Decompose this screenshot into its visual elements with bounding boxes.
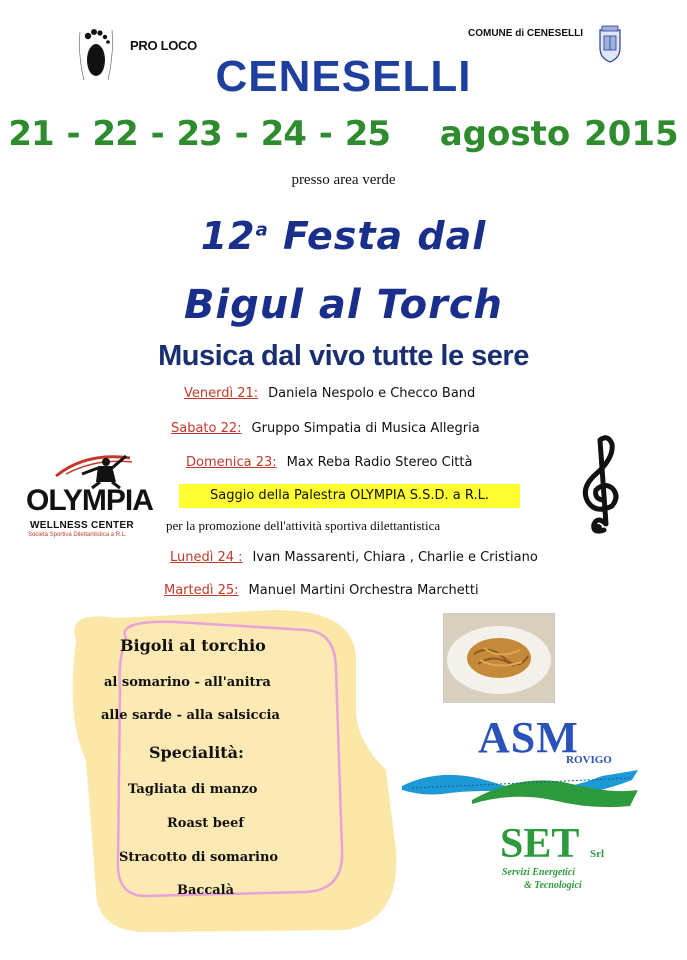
- schedule-day: Domenica 23:: [186, 455, 277, 470]
- schedule-row: [186, 455, 472, 470]
- schedule-row: [171, 421, 480, 436]
- asm-subtitle: ROVIGO: [566, 754, 612, 766]
- promo-text: per la promozione dell'attività sportiva dilettantistica: [166, 518, 441, 533]
- specialties-heading: Specialità:: [149, 743, 244, 762]
- festa-number: 12: [200, 214, 256, 258]
- treble-clef-icon: [574, 430, 630, 540]
- festa-title-line1: [0, 214, 687, 258]
- asm-logo-text: ASM: [478, 713, 579, 762]
- olympia-logo-text: OLYMPIA: [26, 484, 153, 517]
- month-year: agosto 2015: [439, 114, 679, 154]
- event-dates: [0, 114, 687, 154]
- festa-ordinal: a: [255, 219, 269, 241]
- menu-item: Baccalà: [177, 883, 235, 898]
- olympia-legal: Società Sportiva Dilettantistica a R.L.: [28, 532, 127, 538]
- schedule-row: [164, 583, 479, 598]
- menu-heading: Bigoli al torchio: [120, 636, 266, 655]
- schedule-act: Daniela Nespolo e Checco Band: [268, 386, 476, 401]
- schedule-act: Ivan Massarenti, Chiara , Charlie e Cristiano: [252, 550, 538, 565]
- schedule-day: Lunedì 24 :: [170, 550, 243, 565]
- schedule-row: [184, 386, 475, 401]
- set-srl: Srl: [590, 848, 605, 860]
- pasta-plate-image: [444, 614, 554, 702]
- saggio-highlight: Saggio della Palestra OLYMPIA S.S.D. a R.L.: [179, 484, 520, 508]
- comune-label: COMUNE di CENESELLI: [468, 28, 584, 39]
- location-text: presso area verde: [291, 172, 396, 188]
- menu-line: alle sarde - alla salsiccia: [101, 708, 280, 723]
- schedule-act: Manuel Martini Orchestra Marchetti: [248, 583, 479, 598]
- set-subtitle-line2: & Tecnologici: [524, 880, 582, 891]
- olympia-subtitle: WELLNESS CENTER: [30, 520, 134, 531]
- schedule-row: [170, 550, 538, 565]
- town-title: CENESELLI: [215, 52, 472, 101]
- menu-item: Stracotto di somarino: [119, 850, 279, 865]
- schedule-day: Martedì 25:: [164, 583, 239, 598]
- music-heading: Musica dal vivo tutte le sere: [158, 340, 529, 372]
- menu-item: Roast beef: [167, 816, 244, 831]
- pro-loco-label: PRO LOCO: [130, 38, 197, 53]
- wave-icon: [402, 760, 642, 820]
- set-subtitle-line1: Servizi Energetici: [502, 867, 576, 878]
- set-logo-text: SET: [500, 821, 580, 867]
- pasta-photo: [443, 613, 555, 703]
- schedule-act: Gruppo Simpatia di Musica Allegria: [251, 421, 480, 436]
- schedule-day: Venerdì 21:: [184, 386, 259, 401]
- festa-text: Festa dal: [282, 214, 487, 258]
- menu-item: Tagliata di manzo: [128, 782, 258, 797]
- menu-line: al somarino - all'anitra: [104, 675, 271, 690]
- festa-title-line2: Bigul al Torch: [183, 282, 504, 328]
- schedule-act: Max Reba Radio Stereo Città: [286, 455, 473, 470]
- date-range: 21 - 22 - 23 - 24 - 25: [8, 114, 391, 154]
- schedule-day: Sabato 22:: [171, 421, 242, 436]
